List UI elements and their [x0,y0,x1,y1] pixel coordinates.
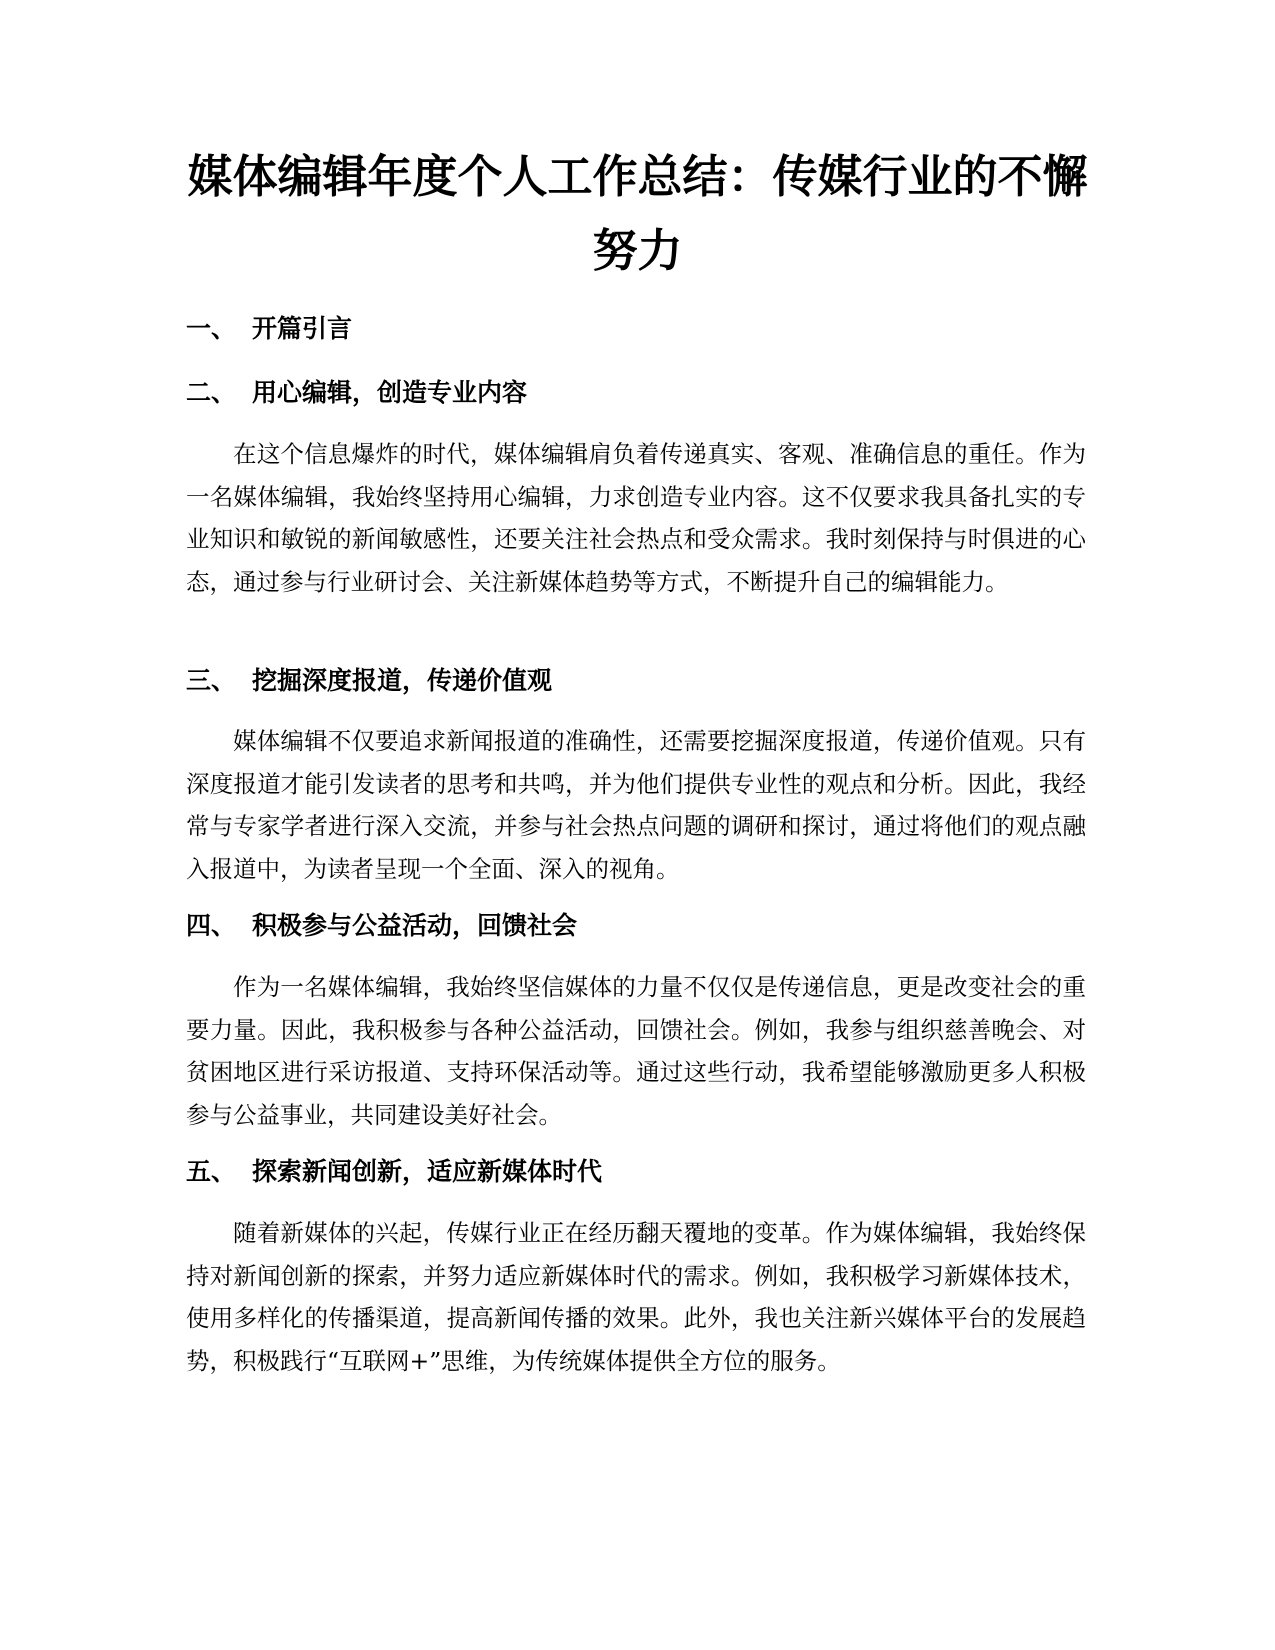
section-number: 四、 [186,911,237,940]
document-title: 媒体编辑年度个人工作总结：传媒行业的不懈努力 [187,150,1088,277]
section-heading-2 [186,377,527,409]
section-paragraph-2: 在这个信息爆炸的时代，媒体编辑肩负着传递真实、客观、准确信息的重任。作为一名媒体编辑，我始终坚持用心编辑，力求创造专业内容。这不仅要求我具备扎实的专业知识和敏锐的新闻敏感性，还要关注社会热点和受众需求。我时刻保持与时俱进的心态，通过参与行业研讨会、关注新媒体趋势等方式，不断提升自己的编辑能力。 [186,440,1086,596]
section-heading-4 [186,910,577,942]
section-heading-text: 探索新闻创新，适应新媒体时代 [252,1157,603,1186]
section-number: 二、 [186,378,237,407]
section-number: 一、 [186,314,237,343]
section-heading-text: 积极参与公益活动，回馈社会 [252,911,578,940]
section-heading-text: 开篇引言 [252,314,353,343]
section-paragraph-4: 作为一名媒体编辑，我始终坚信媒体的力量不仅仅是传递信息，更是改变社会的重要力量。因此，我积极参与各种公益活动，回馈社会。例如，我参与组织慈善晚会、对贫困地区进行采访报道、支持环保活动等。通过这些行动，我希望能够激励更多人积极参与公益事业，共同建设美好社会。 [186,973,1086,1129]
section-paragraph-3: 媒体编辑不仅要追求新闻报道的准确性，还需要挖掘深度报道，传递价值观。只有深度报道才能引发读者的思考和共鸣，并为他们提供专业性的观点和分析。因此，我经常与专家学者进行深入交流，并参与社会热点问题的调研和探讨，通过将他们的观点融入报道中，为读者呈现一个全面、深入的视角。 [186,727,1086,883]
section-heading-1 [186,313,352,345]
section-number: 五、 [186,1157,237,1186]
section-heading-text: 用心编辑，创造专业内容 [252,378,528,407]
section-heading-text: 挖掘深度报道，传递价值观 [252,666,553,695]
section-heading-3 [186,665,552,697]
section-heading-5 [186,1156,602,1188]
section-number: 三、 [186,666,237,695]
section-paragraph-5: 随着新媒体的兴起，传媒行业正在经历翻天覆地的变革。作为媒体编辑，我始终保持对新闻创新的探索，并努力适应新媒体时代的需求。例如，我积极学习新媒体技术，使用多样化的传播渠道，提高新闻传播的效果。此外，我也关注新兴媒体平台的发展趋势，积极践行“互联网+”思维，为传统媒体提供全方位的服务。 [186,1219,1086,1375]
